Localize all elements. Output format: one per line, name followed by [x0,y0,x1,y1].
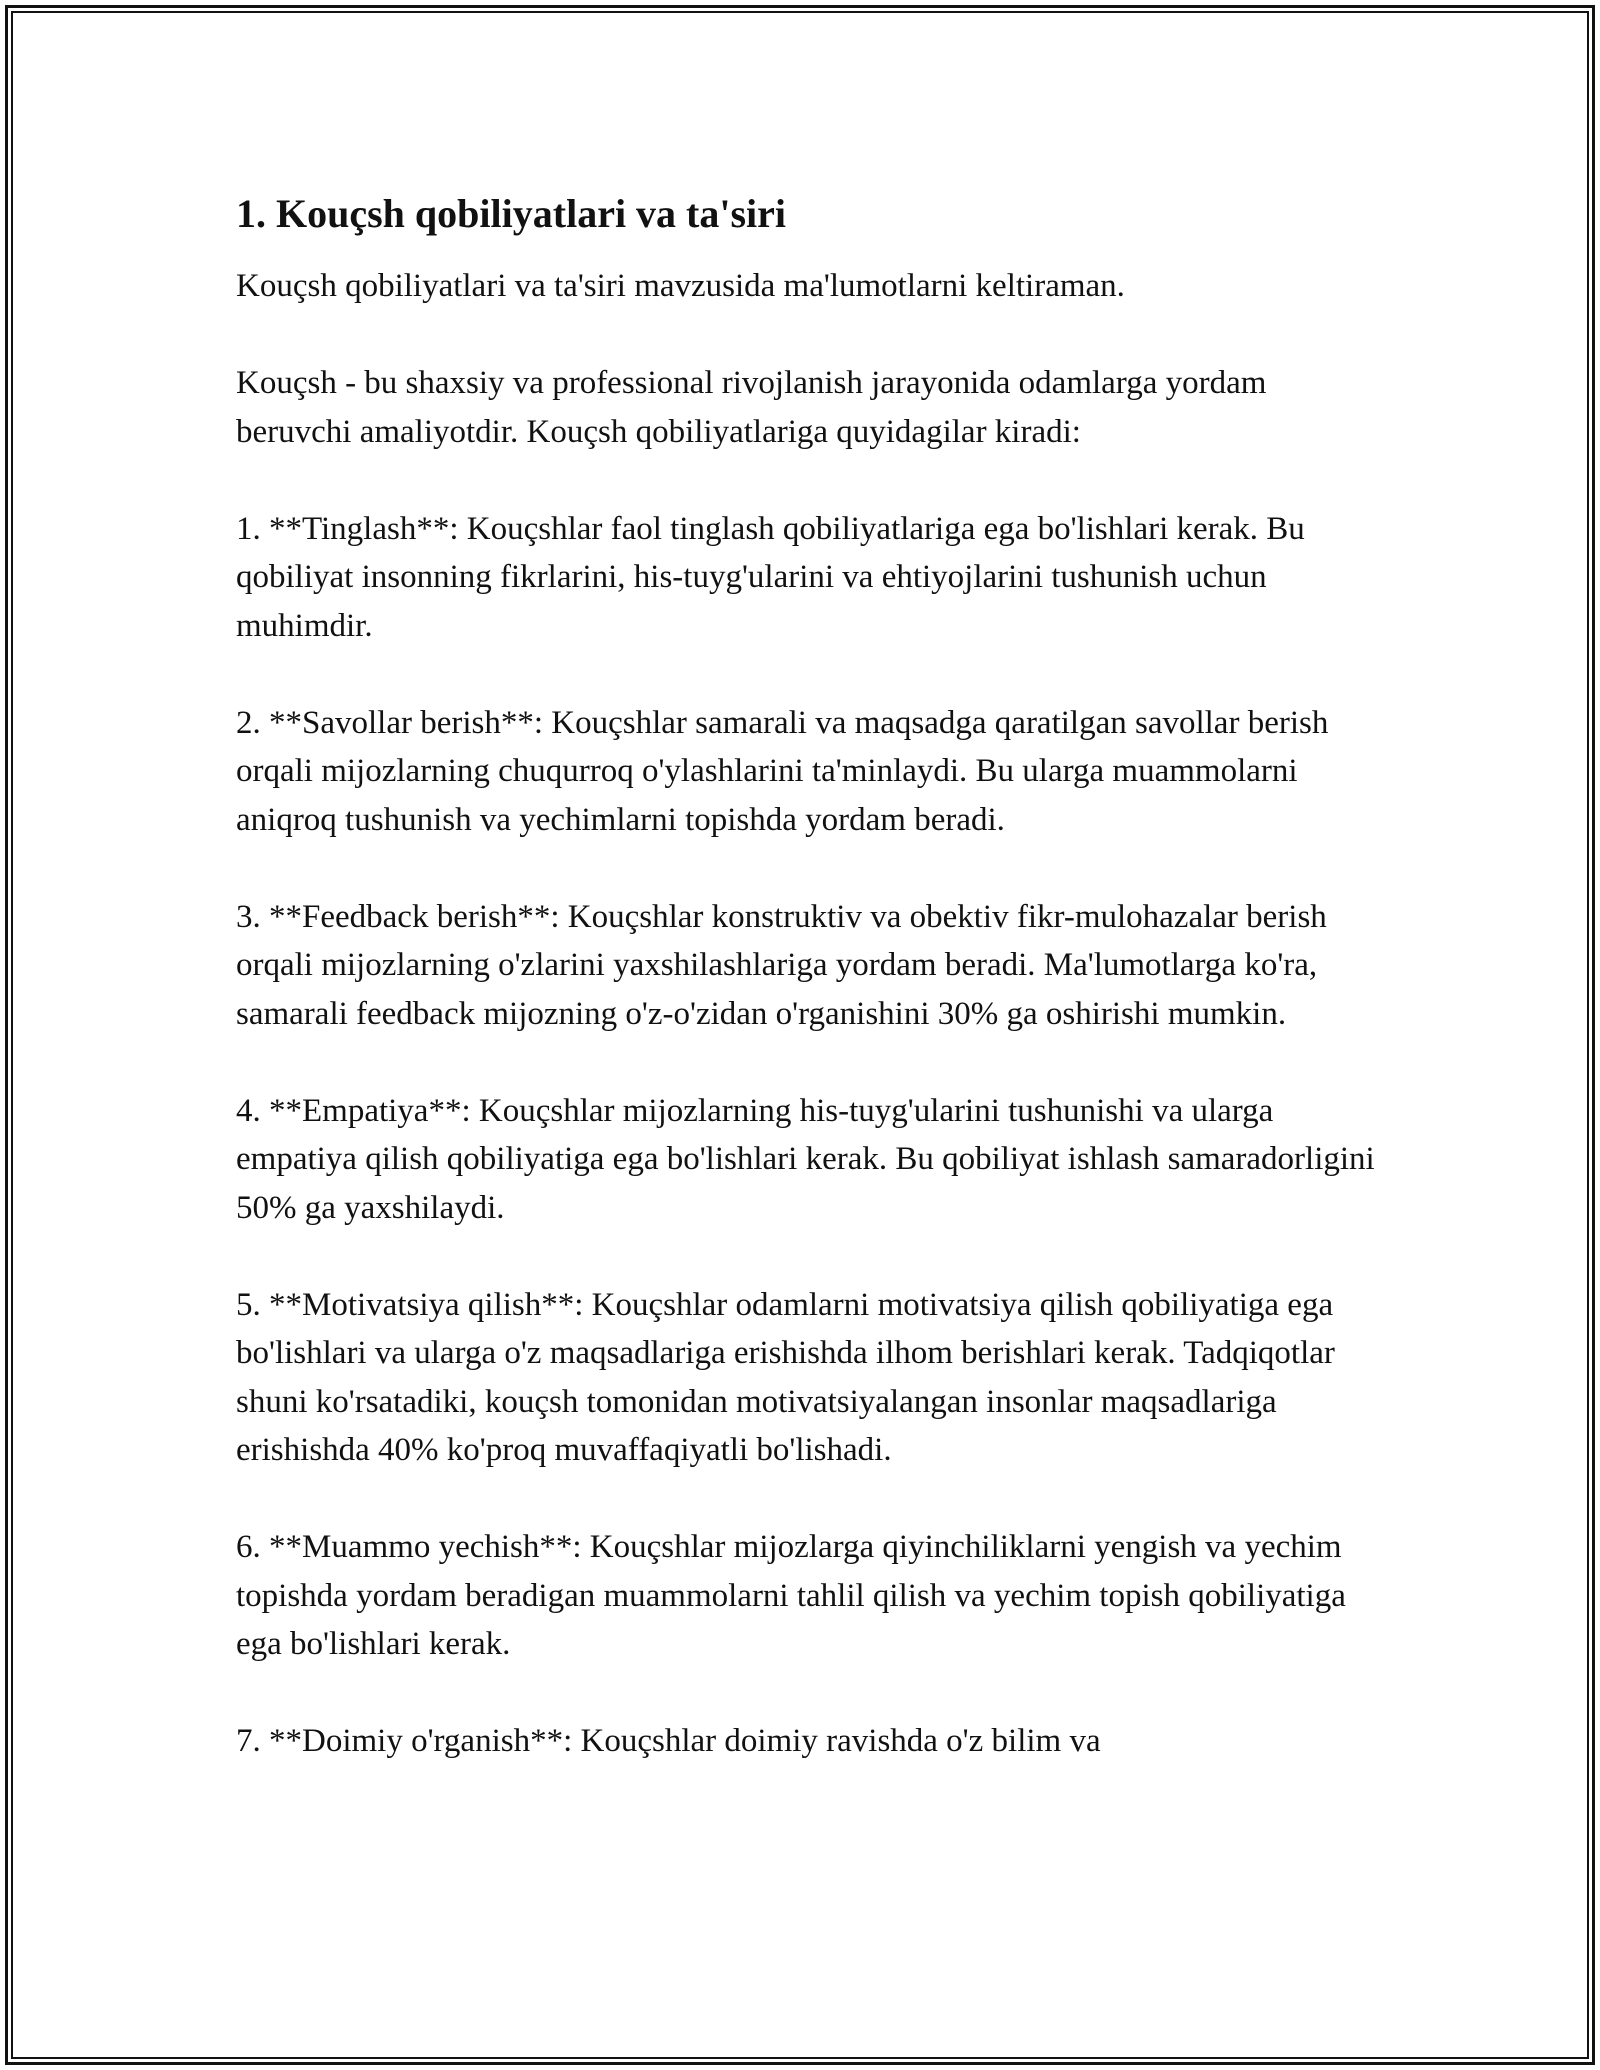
list-item-doimiy-organish: 7. **Doimiy o'rganish**: Kouçshlar doimiy ravishda o'z bilim va [236,1723,1101,1759]
list-item-empatiya: 4. **Empatiya**: Kouçshlar mijozlarning his-tuyg'ularini tushunishi va ularga empatiya qilish qobiliyatiga ega bo'lishlari kerak. Bu qobiliyat ishlash samaradorligini 50% ga yaxshilaydi. [236,1092,1375,1226]
definition-paragraph: Kouçsh - bu shaxsiy va professional rivojlanish jarayonida odamlarga yordam beruvchi amaliyotdir. Kouçsh qobiliyatlariga quyidagilar kiradi: [236,365,1267,450]
list-item-motivatsiya-qilish: 5. **Motivatsiya qilish**: Kouçshlar odamlarni motivatsiya qilish qobiliyatiga ega bo'lishlari va ularga o'z maqsadlariga erishishda ilhom berishlari kerak. Tadqiqotlar shuni ko'rsatadiki, kouçsh tomonidan motivatsiyalangan insonlar maqsadlariga erishishda 40% ko'proq muvaffaqiyatli bo'lishadi. [236,1286,1335,1468]
intro-paragraph: Kouçsh qobiliyatlari va ta'siri mavzusida ma'lumotlarni keltiraman. [236,268,1125,304]
document-body [236,188,1376,1814]
list-item-tinglash: 1. **Tinglash**: Kouçshlar faol tinglash qobiliyatlariga ega bo'lishlari kerak. Bu qobiliyat insonning fikrlarini, his-tuyg'ularini va ehtiyojlarini tushunish uchun muhimdir. [236,510,1305,644]
page-title: 1. Kouçsh qobiliyatlari va ta'siri [236,191,787,236]
list-item-feedback-berish: 3. **Feedback berish**: Kouçshlar konstruktiv va obektiv fikr-mulohazalar berish orqali mijozlarning o'zlarini yaxshilashlariga yordam beradi. Ma'lumotlarga ko'ra, samarali feedback mijozning o'z-o'zidan o'rganishini 30% ga oshirishi mumkin. [236,898,1327,1032]
list-item-savollar-berish: 2. **Savollar berish**: Kouçshlar samarali va maqsadga qaratilgan savollar berish orqali mijozlarning chuqurroq o'ylashlarini ta'minlaydi. Bu ularga muammolarni aniqroq tushunish va yechimlarni topishda yordam beradi. [236,704,1329,838]
list-item-muammo-yechish: 6. **Muammo yechish**: Kouçshlar mijozlarga qiyinchiliklarni yengish va yechim topishda yordam beradigan muammolarni tahlil qilish va yechim topish qobiliyatiga ega bo'lishlari kerak. [236,1529,1346,1662]
